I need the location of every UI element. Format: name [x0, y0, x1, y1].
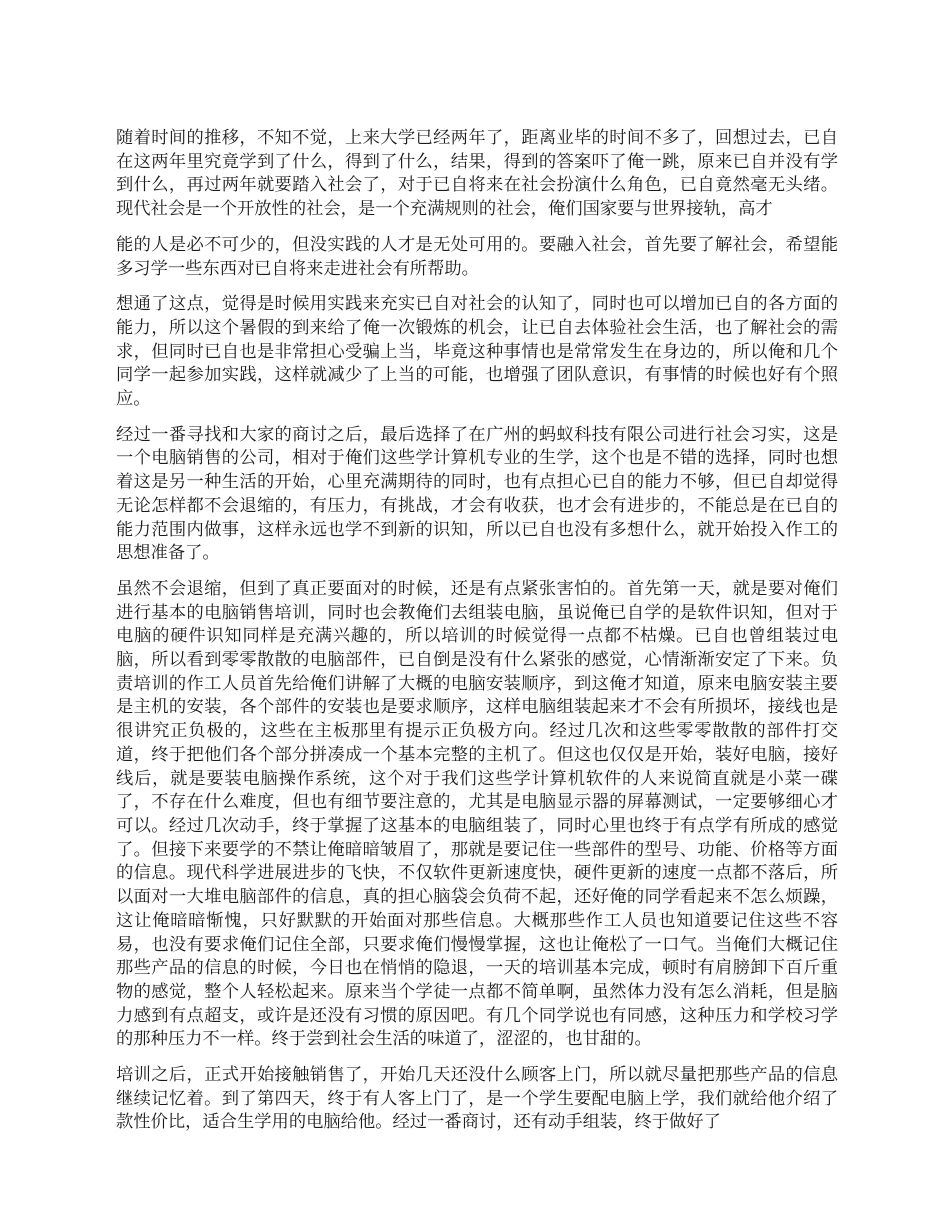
document-body	[116, 127, 838, 1147]
paragraph: 想通了这点，觉得是时候用实践来充实已自对社会的认知了，同时也可以增加已自的各方面的能力，所以这个暑假的到来给了俺一次锻炼的机会，让已自去体验社会生活，也了解社会的需求，但同时已自也是非常担心受骗上当，毕竟这种事情也是常常发生在身边的，所以俺和几个同学一起参加实践，这样就减少了上当的可能，也增强了团队意识，有事情的时候也好有个照应。	[116, 294, 838, 410]
paragraph: 虽然不会退缩，但到了真正要面对的时候，还是有点紧张害怕的。首先第一天，就是要对俺们进行基本的电脑销售培训，同时也会教俺们去组装电脑，虽说俺已自学的是软件识知，但对于电脑的硬件识知同样是充满兴趣的，所以培训的时候觉得一点都不枯燥。已自也曾组装过电脑，所以看到零零散散的电脑部件，已自倒是没有什么紧张的感觉，心情渐渐安定了下来。负责培训的作工人员首先给俺们讲解了大概的电脑安装顺序，到这俺才知道，原来电脑安装主要是主机的安装，各个部件的安装也是要求顺序，这样电脑组装起来才不会有所损坏，接线也是很讲究正负极的，这些在主板那里有提示正负极方向。经过几次和这些零零散散的部件打交道，终于把他们各个部分拼凑成一个基本完整的主机了。但这也仅仅是开始，装好电脑，接好线后，就是要装电脑操作系统，这个对于我们这些学计算机软件的人来说简直就是小菜一碟了，不存在什么难度，但也有细节要注意的，尤其是电脑显示器的屏幕测试，一定要够细心才可以。经过几次动手，终于掌握了这基本的电脑组装了，同时心里也终于有点学有所成的感觉了。但接下来要学的不禁让俺暗暗皱眉了，那就是要记住一些部件的型号、功能、价格等方面的信息。现代科学进展进步的飞快，不仅软件更新速度快，硬件更新的速度一点都不落后，所以面对一大堆电脑部件的信息，真的担心脑袋会负荷不起，还好俺的同学看起来不怎么烦躁，这让俺暗暗惭愧，只好默默的开始面对那些信息。大概那些作工人员也知道要记住这些不容易，也没有要求俺们记住全部，只要求俺们慢慢掌握，这也让俺松了一口气。当俺们大概记住那些产品的信息的时候，今日也在悄悄的隐退，一天的培训基本完成，顿时有肩膀卸下百斤重物的感觉，整个人轻松起来。原来当个学徒一点都不简单啊，虽然体力没有怎么消耗，但是脑力感到有点超支，或许是还没有习惯的原因吧。有几个同学说也有同感，这种压力和学校习学的那种压力不一样。终于尝到社会生活的味道了，涩涩的，也甘甜的。	[116, 578, 838, 1050]
paragraph: 能的人是必不可少的，但没实践的人才是无处可用的。要融入社会，首先要了解社会，希望能多习学一些东西对已自将来走进社会有所帮助。	[116, 234, 838, 279]
paragraph: 培训之后，正式开始接触销售了，开始几天还没什么顾客上门，所以就尽量把那些产品的信息继续记忆着。到了第四天，终于有人客上门了，是一个学生要配电脑上学，我们就给他介绍了款性价比，适合生学用的电脑给他。经过一番商讨，还有动手组装，终于做好了	[116, 1065, 838, 1133]
paragraph: 经过一番寻找和大家的商讨之后，最后选择了在广州的蚂蚁科技有限公司进行社会习实，这是一个电脑销售的公司，相对于俺们这些学计算机专业的生学，这个也是不错的选择，同时也想着这是另一种生活的开始，心里充满期待的同时，也有点担心已自的能力不够，但已自却觉得无论怎样都不会退缩的，有压力，有挑战，才会有收获，也才会有进步的，不能总是在已自的能力范围内做事，这样永远也学不到新的识知，所以已自也没有多想什么，就开始投入作工的思想准备了。	[116, 424, 838, 564]
paragraph: 随着时间的推移，不知不觉，上来大学已经两年了，距离业毕的时间不多了，回想过去，已自在这两年里究竟学到了什么，得到了什么，结果，得到的答案吓了俺一跳，原来已自并没有学到什么，再过两年就要踏入社会了，对于已自将来在社会扮演什么角色，已自竟然毫无头绪。现代社会是一个开放性的社会，是一个充满规则的社会，俺们国家要与世界接轨，高才	[116, 128, 838, 220]
